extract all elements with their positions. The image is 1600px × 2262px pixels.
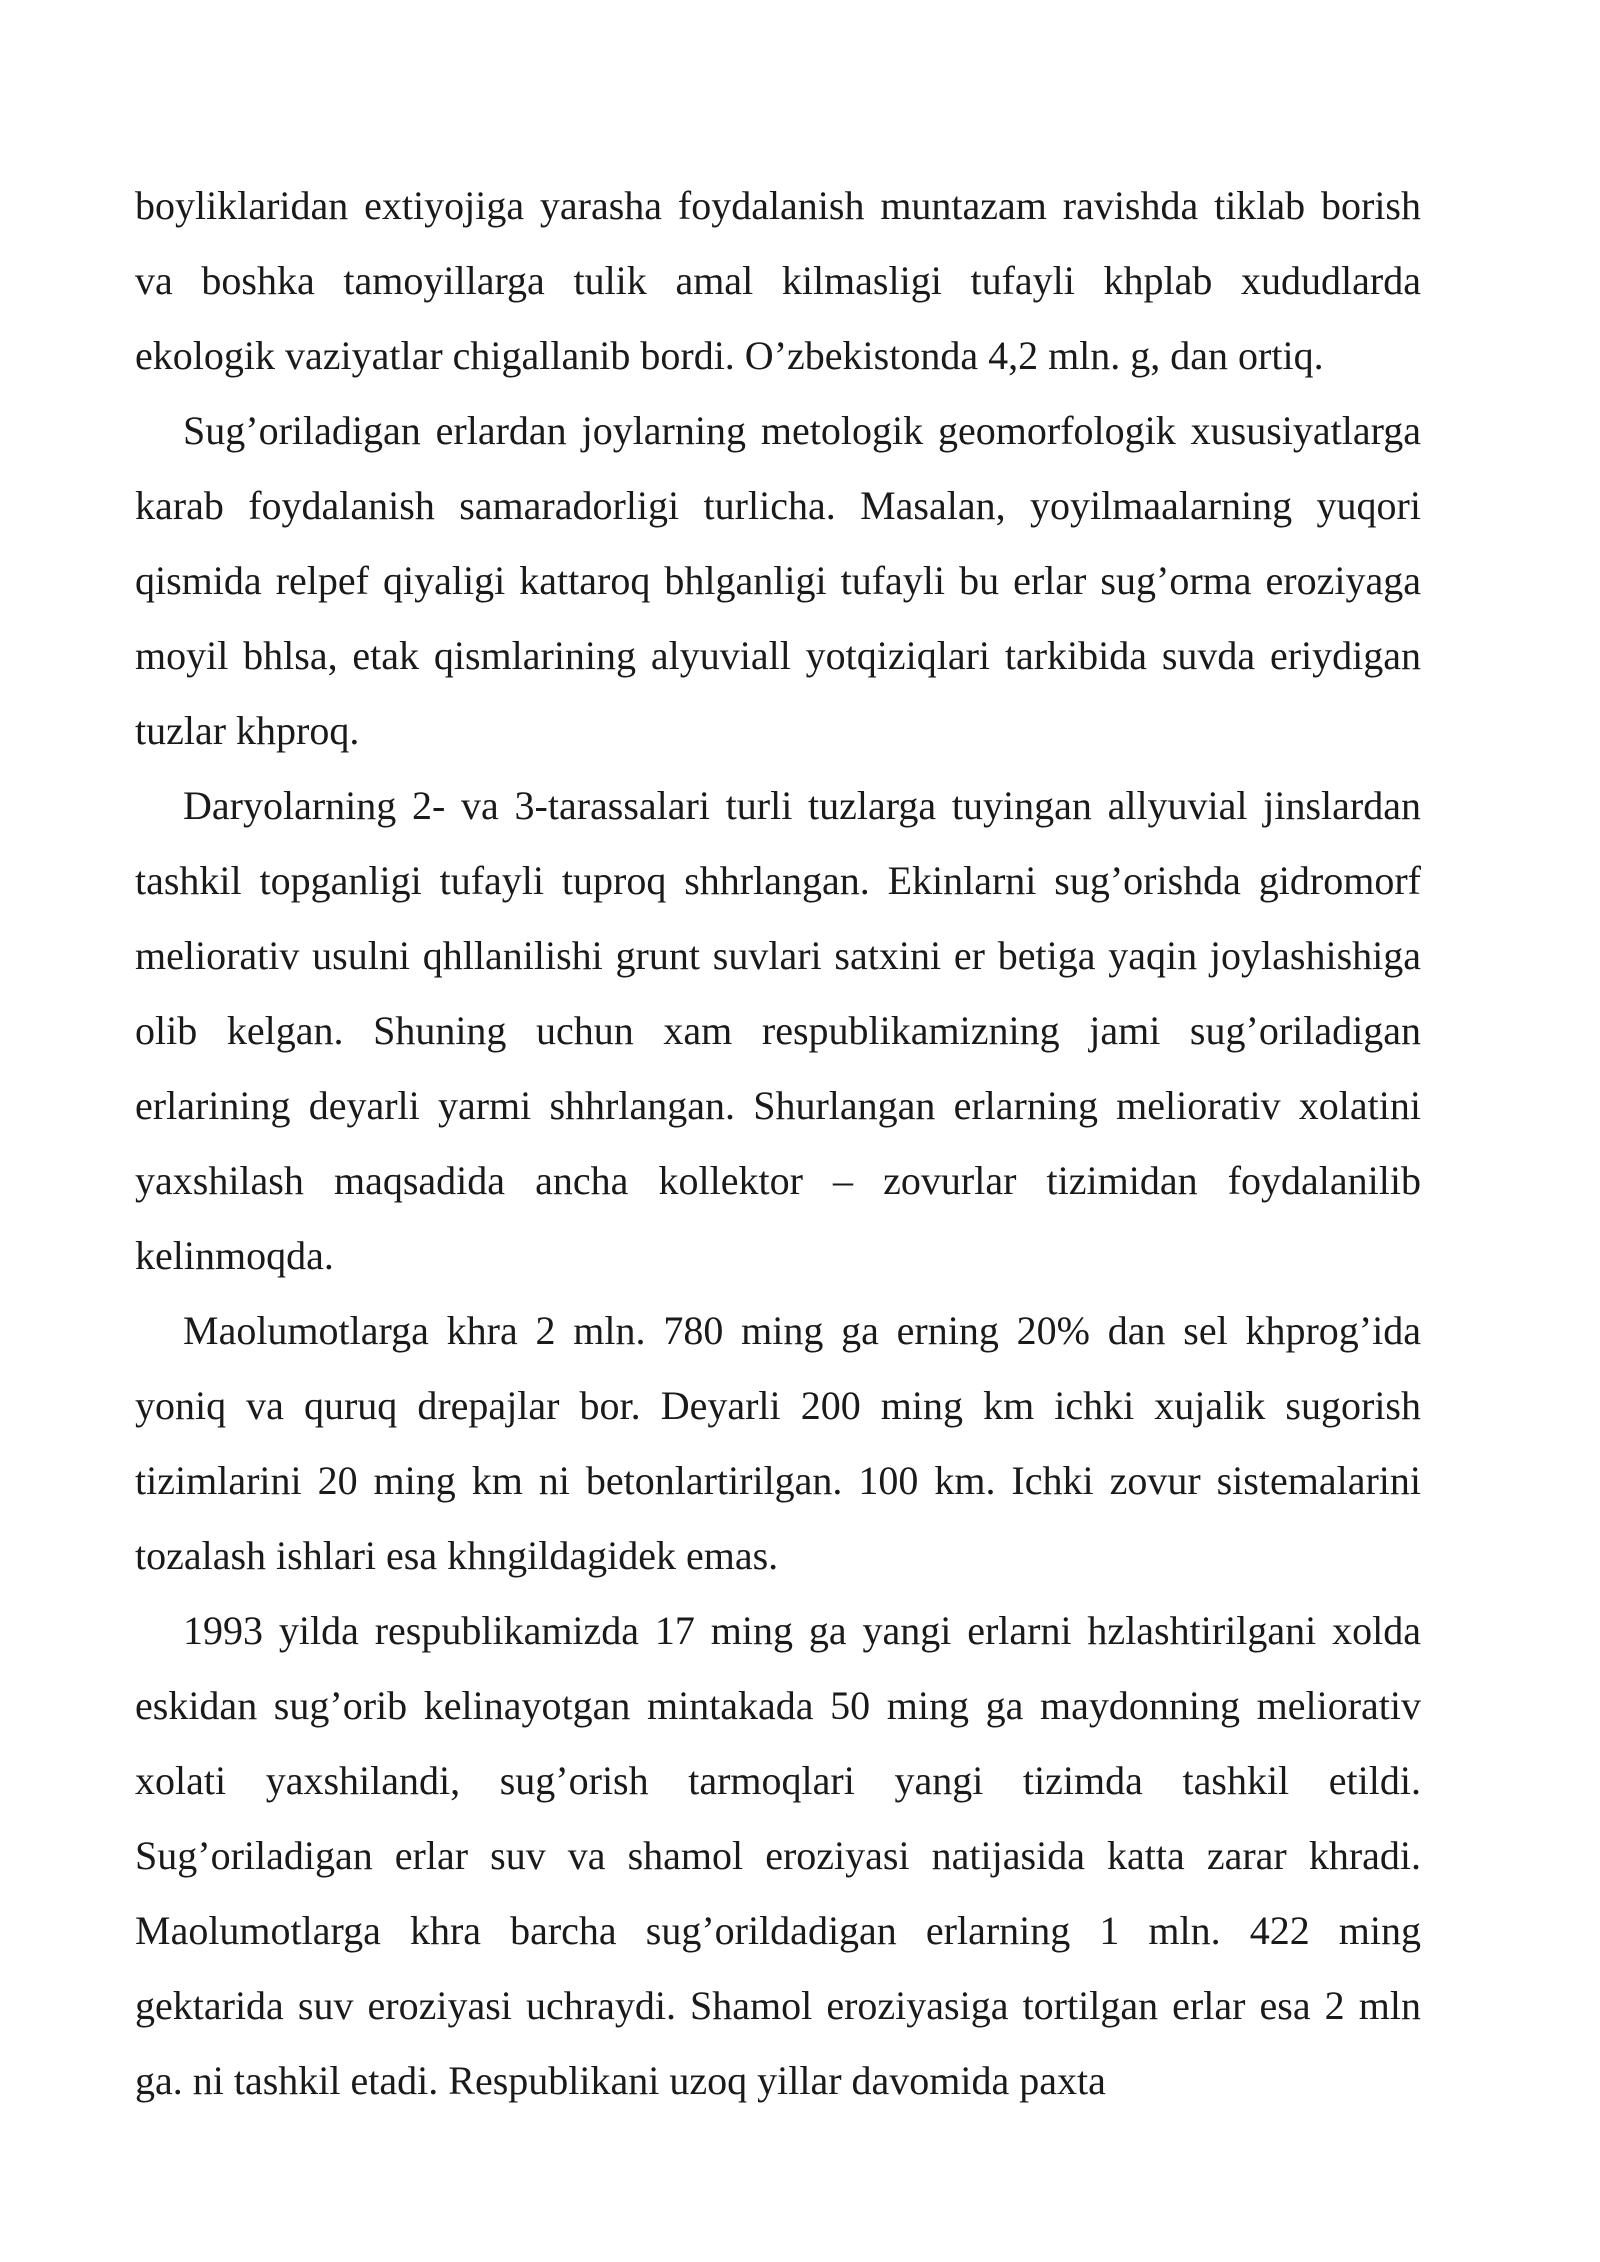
paragraph-5: 1993 yilda respublikamizda 17 ming ga yangi erlarni hzlashtirilgani xolda eskidan sug’orib kelinayotgan mintakada 50 ming ga maydonning meliorativ xolati yaxshilandi, sug’orish tarmoqlari yangi tizimda tashkil etildi. Sug’oriladigan erlar suv va shamol eroziyasi natijasida katta zarar khradi. Maolumotlarga khra barcha sug’orildadigan erlarning 1 mln. 422 ming gektarida suv eroziyasi uchraydi. Shamol eroziyasiga tortilgan erlar esa 2 mln ga. ni tashkil etadi. Respublikani uzoq yillar davomida paxta <box>135 1608 1421 2103</box>
paragraph-1: boyliklaridan extiyojiga yarasha foydalanish muntazam ravishda tiklab borish va boshka tamoyillarga tulik amal kilmasligi tufayli khplab xududlarda ekologik vaziyatlar chigallanib bordi. O’zbekistonda 4,2 mln. g, dan ortiq. <box>135 183 1421 378</box>
paragraph-2: Sug’oriladigan erlardan joylarning metologik geomorfologik xususiyatlarga karab foydalanish samaradorligi turlicha. Masalan, yoyilmaalarning yuqori qismida relpef qiyaligi kattaroq bhlganligi tufayli bu erlar sug’orma eroziyaga moyil bhlsa, etak qismlarining alyuviall yotqiziqlari tarkibida suvda eriydigan tuzlar khproq. <box>135 408 1421 753</box>
document-page <box>135 168 1421 2118</box>
paragraph-4: Maolumotlarga khra 2 mln. 780 ming ga erning 20% dan sel khprog’ida yoniq va quruq drepajlar bor. Deyarli 200 ming km ichki xujalik sugorish tizimlarini 20 ming km ni betonlartirilgan. 100 km. Ichki zovur sistemalarini tozalash ishlari esa khngildagidek emas. <box>135 1308 1421 1578</box>
paragraph-3: Daryolarning 2- va 3-tarassalari turli tuzlarga tuyingan allyuvial jinslardan tashkil topganligi tufayli tuproq shhrlangan. Ekinlarni sug’orishda gidromorf meliorativ usulni qhllanilishi grunt suvlari satxini er betiga yaqin joylashishiga olib kelgan. Shuning uchun xam respublikamizning jami sug’oriladigan erlarining deyarli yarmi shhrlangan. Shurlangan erlarning meliorativ xolatini yaxshilash maqsadida ancha kollektor – zovurlar tizimidan foydalanilib kelinmoqda. <box>135 783 1421 1278</box>
